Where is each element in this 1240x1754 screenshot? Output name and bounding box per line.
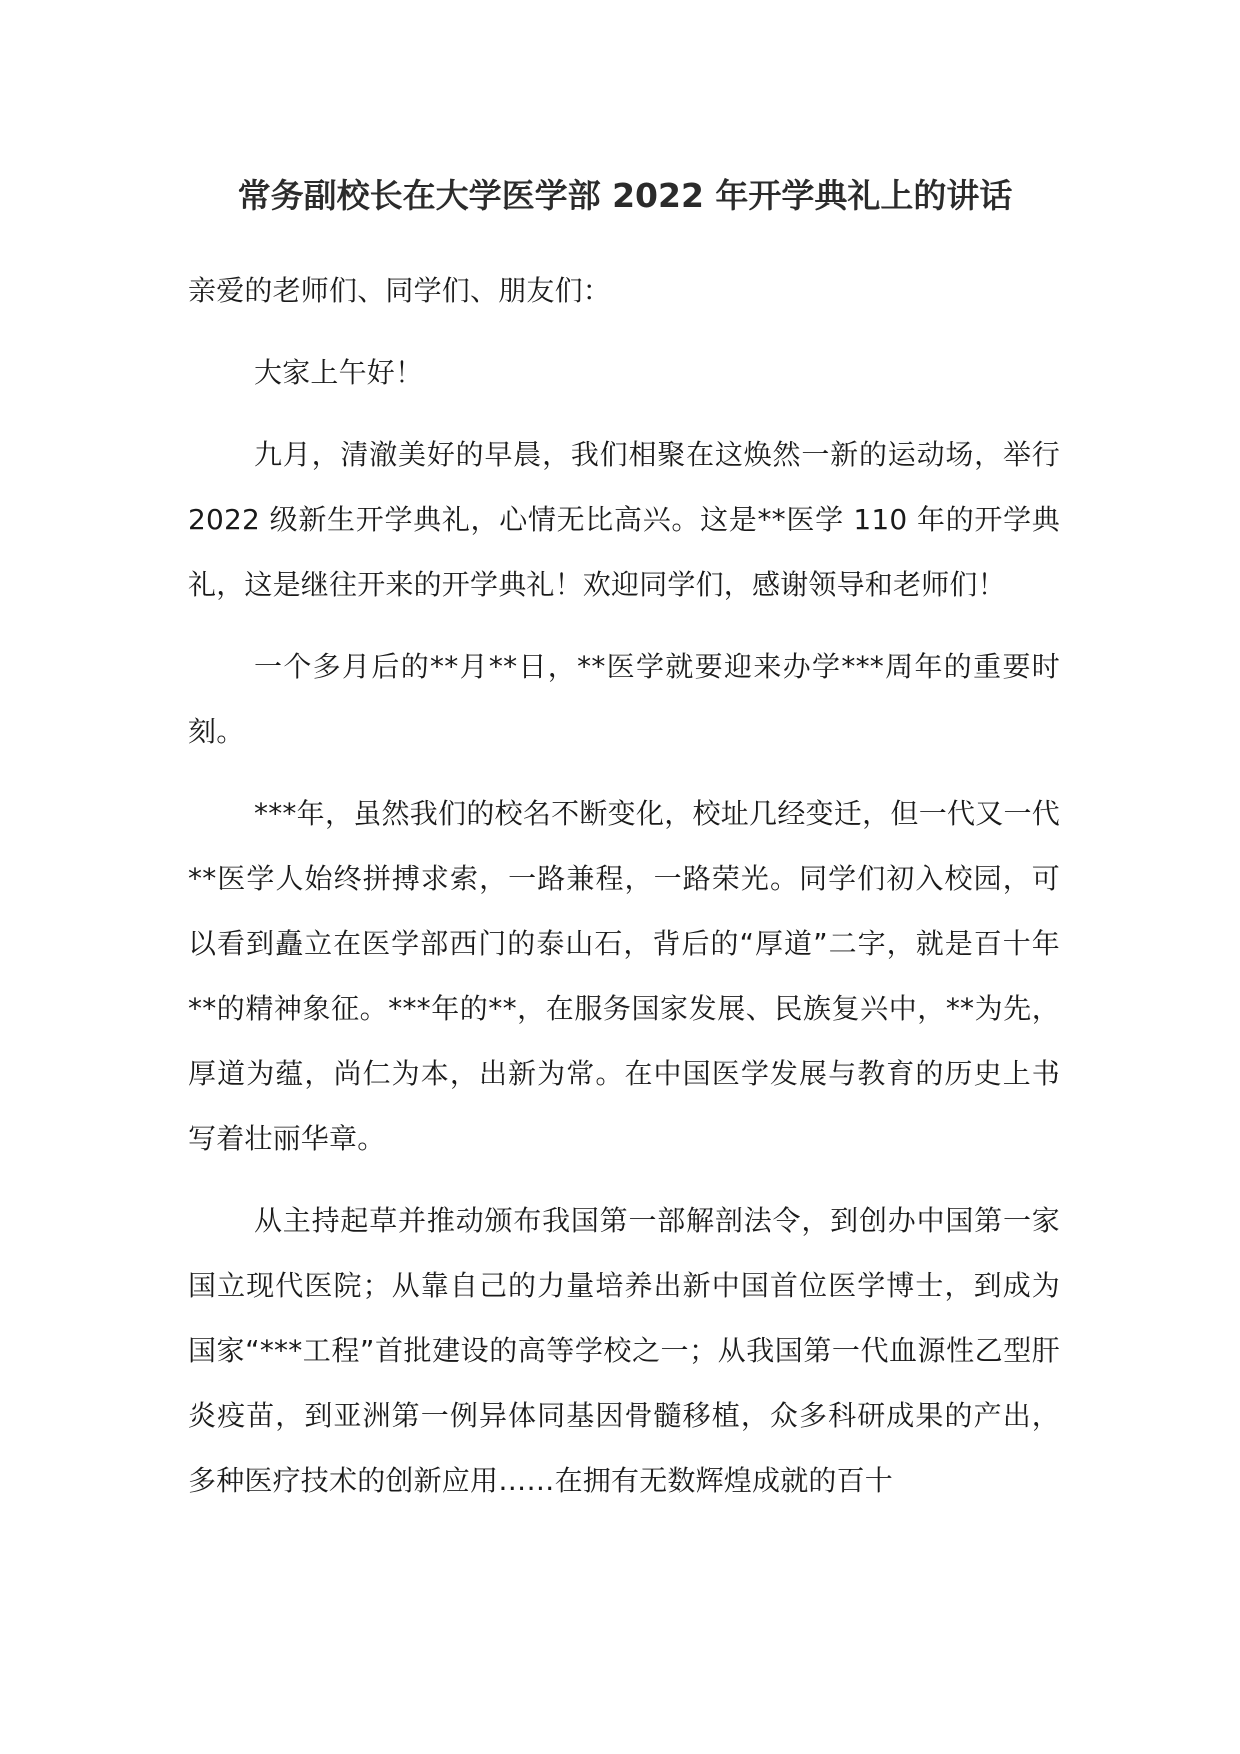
- paragraph-anniversary: 一个多月后的**月**日，**医学就要迎来办学***周年的重要时刻。: [188, 650, 1060, 748]
- paragraph-history: ***年，虽然我们的校名不断变化，校址几经变迁，但一代又一代**医学人始终拼搏求索，一路兼程，一路荣光。同学们初入校园，可以看到矗立在医学部西门的泰山石，背后的“厚道”二字，就是百十年**的精神象征。***年的**，在服务国家发展、民族复兴中，**为先，厚道为蕴，尚仁为本，出新为常。在中国医学发展与教育的历史上书写着壮丽华章。: [188, 797, 1060, 1155]
- paragraph-achievements: 从主持起草并推动颁布我国第一部解剖法令，到创办中国第一家国立现代医院；从靠自己的力量培养出新中国首位医学博士，到成为国家“***工程”首批建设的高等学校之一；从我国第一代血源性乙型肝炎疫苗，到亚洲第一例异体同基因骨髓移植，众多科研成果的产出，多种医疗技术的创新应用……在拥有无数辉煌成就的百十: [188, 1204, 1060, 1497]
- paragraph-opening: 九月，清澈美好的早晨，我们相聚在这焕然一新的运动场，举行 2022 级新生开学典礼，心情无比高兴。这是**医学 110 年的开学典礼，这是继往开来的开学典礼！欢迎同学们，感谢领导和老师们！: [188, 438, 1060, 601]
- salutation: 亲爱的老师们、同学们、朋友们：: [188, 274, 612, 307]
- document-body: [188, 258, 1060, 1513]
- paragraph-greeting: 大家上午好！: [254, 356, 424, 389]
- document-title: 常务副校长在大学医学部 2022 年开学典礼上的讲话: [237, 176, 1013, 215]
